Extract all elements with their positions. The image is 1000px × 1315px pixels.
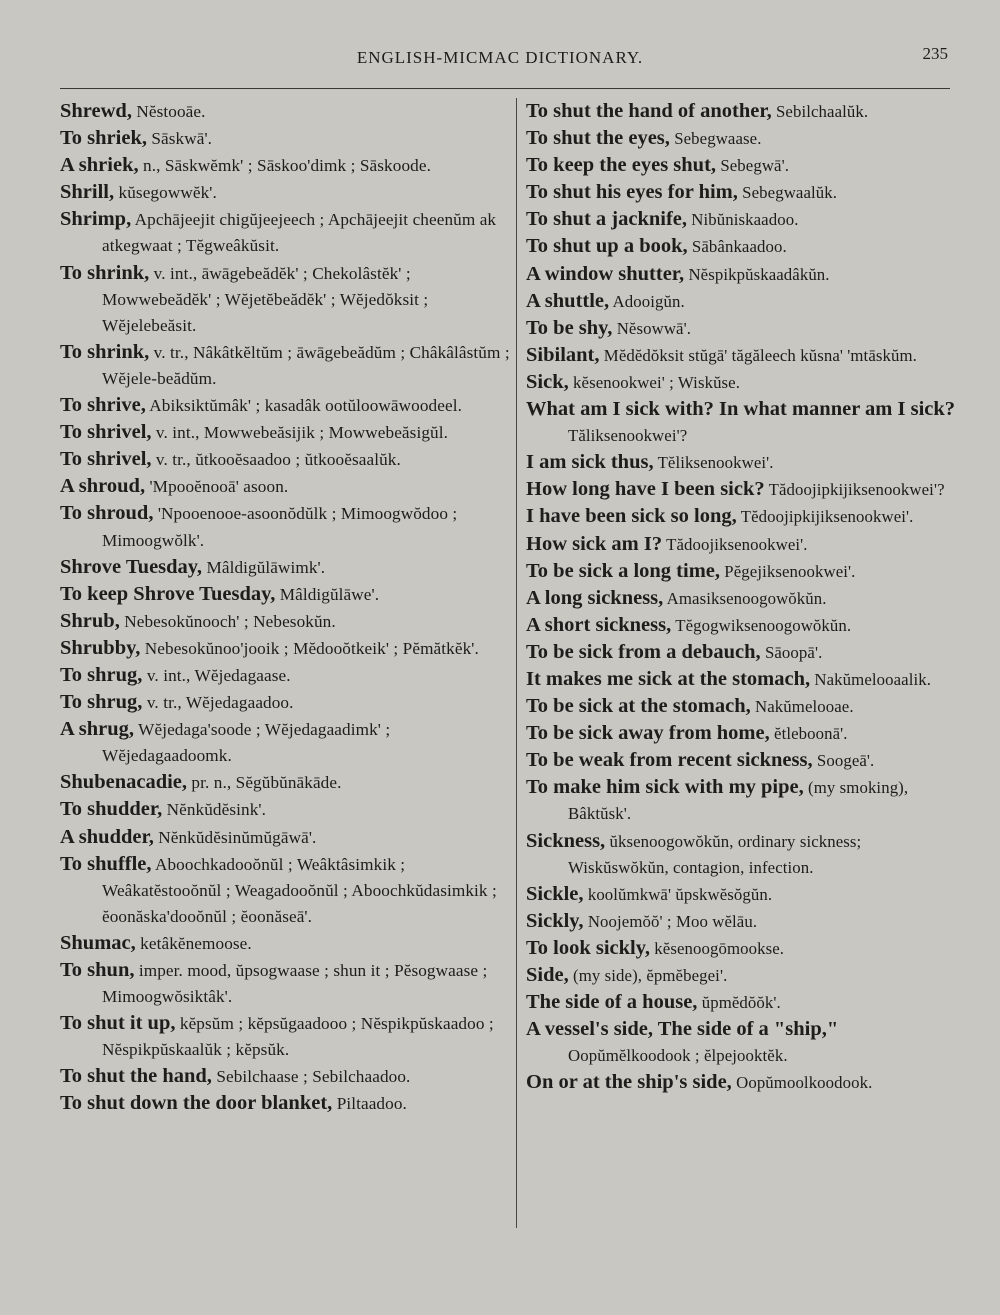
dictionary-entry: [526, 233, 956, 260]
dictionary-entry: [60, 152, 510, 179]
entry-definition: Oopŭmoolkoodook.: [731, 1073, 873, 1093]
dictionary-entry: [526, 125, 956, 152]
entry-definition: Sebilchaase ; Sebilchaadoo.: [211, 1067, 411, 1087]
dictionary-entry: [526, 639, 956, 666]
entry-headword: Shrewd,: [60, 100, 132, 122]
dictionary-entry: [526, 881, 956, 908]
entry-definition: Nebesokŭnoo'jooik ; Mĕdooŏtkeik' ; Pĕmătkĕk'.: [140, 638, 479, 658]
dictionary-entry: [526, 989, 956, 1016]
entry-definition: Nibŭniskaadoo.: [687, 210, 799, 230]
dictionary-entry: [526, 720, 956, 747]
entry-definition: Nĕsowwā'.: [612, 318, 692, 338]
dictionary-entry: [526, 503, 956, 530]
entry-headword: The side of a house,: [526, 991, 698, 1014]
dictionary-entry: [526, 612, 956, 639]
entry-definition: Sebegwaase.: [669, 129, 762, 149]
entry-headword: To shut the hand of another,: [526, 100, 772, 122]
entry-headword: A shuttle,: [526, 289, 610, 312]
entry-headword: How sick am I?: [526, 532, 663, 555]
entry-definition: Nĕnkŭdĕsinŭmŭgāwā'.: [153, 827, 317, 847]
dictionary-entry: [60, 769, 510, 796]
dictionary-entry: [526, 179, 956, 206]
entry-headword: To keep the eyes shut,: [526, 154, 717, 177]
entry-definition: ŭpmĕdŏŏk'.: [697, 993, 781, 1013]
entry-headword: To be sick from a debauch,: [526, 640, 761, 663]
dictionary-entry: [60, 581, 510, 608]
entry-definition: Tăliksenookwei'?: [568, 426, 688, 446]
dictionary-entry: [60, 419, 510, 446]
right-column: [526, 98, 956, 1096]
dictionary-entry: [526, 935, 956, 962]
entry-definition: Nebesokŭnooch' ; Nebesokŭn.: [119, 611, 336, 631]
dictionary-entry: [60, 179, 510, 206]
entry-definition: kŭsegowwĕk'.: [114, 183, 217, 203]
entry-definition: Abiksiktŭmâk' ; kasadâk ootŭloowāwoodeel.: [145, 396, 462, 416]
entry-definition: Sāskwā'.: [146, 129, 213, 149]
entry-definition: Adooigŭn.: [609, 291, 685, 311]
entry-definition: v. tr., Nâkâtkĕltŭm ; āwāgebeădŭm ; Châkâlâstŭm ; Wĕjele-beădŭm.: [102, 342, 510, 388]
entry-definition: Tĕdoojipkijiksenookwei'.: [736, 507, 914, 527]
dictionary-entry: [60, 446, 510, 473]
dictionary-entry: [60, 635, 510, 662]
entry-headword: To shrug,: [60, 691, 143, 714]
entry-definition: Aboochkadooŏnŭl ; Weâktâsimkik ; Weâkatĕstooŏnŭl ; Weagadooŏnŭl ; Aboochkŭdasimkik ; ĕoonăska'dooŏnŭl ; ĕoonăseā'.: [102, 854, 497, 926]
entry-headword: Sibilant,: [526, 343, 600, 366]
dictionary-entry: [526, 1016, 956, 1069]
entry-definition: ĕtleboonā'.: [769, 724, 848, 744]
dictionary-entry: [60, 930, 510, 957]
dictionary-entry: [526, 449, 956, 476]
dictionary-entry: [526, 342, 956, 369]
entry-headword: To be sick at the stomach,: [526, 695, 751, 718]
entry-definition: v. int., āwāgebeădĕk' ; Chekolâstĕk' ; Mowwebeădĕk' ; Wĕjetĕbeădĕk' ; Wĕjedŏksit ; Wĕjelebeăsit.: [102, 263, 429, 335]
dictionary-entry: [60, 796, 510, 823]
entry-headword: To keep Shrove Tuesday,: [60, 582, 276, 605]
entry-headword: To shut the hand,: [60, 1065, 212, 1088]
entry-headword: Shrubby,: [60, 636, 141, 659]
entry-headword: To shun,: [60, 959, 135, 981]
entry-headword: To shrivel,: [60, 448, 152, 471]
dictionary-entry: [526, 98, 956, 125]
page-number: 235: [922, 44, 948, 63]
dictionary-entry: [60, 473, 510, 500]
entry-headword: To be sick a long time,: [526, 559, 721, 582]
entry-definition: Nakŭmelooaalik.: [810, 669, 932, 689]
entry-definition: Tĕgogwiksenoogowŏkŭn.: [671, 615, 852, 635]
entry-definition: Sebegwaalŭk.: [737, 183, 838, 203]
entry-headword: A shroud,: [60, 475, 146, 498]
entry-headword: To shrink,: [60, 340, 150, 363]
entry-headword: To shut his eyes for him,: [526, 181, 738, 204]
dictionary-entry: [60, 500, 510, 553]
entry-headword: To shut up a book,: [526, 235, 688, 258]
dictionary-entry: [526, 288, 956, 315]
entry-definition: (my smoking), Bâktŭsk'.: [568, 778, 909, 824]
entry-headword: To shrivel,: [60, 421, 152, 444]
entry-headword: To look sickly,: [526, 936, 651, 959]
dictionary-entry: [60, 392, 510, 419]
entry-headword: I am sick thus,: [526, 451, 654, 474]
dictionary-entry: [526, 693, 956, 720]
entry-headword: Sickle,: [526, 882, 584, 905]
entry-headword: A vessel's side, The side of a "ship,": [526, 1018, 839, 1041]
entry-headword: I have been sick so long,: [526, 505, 737, 528]
entry-headword: A window shutter,: [526, 262, 685, 285]
entry-definition: koolŭmkwā' ŭpskwĕsŏgŭn.: [583, 884, 773, 904]
entry-definition: Tădoojiksenookwei'.: [662, 534, 808, 554]
dictionary-entry: [60, 260, 510, 339]
entry-headword: A shriek,: [60, 154, 139, 177]
entry-definition: 'Mpooĕnooā' asoon.: [145, 477, 289, 497]
entry-definition: Nĕnkŭdĕsink'.: [162, 800, 266, 820]
entry-definition: kĕpsŭm ; kĕpsŭgaadooo ; Nĕspikpŭskaadoo ; Nĕspikpŭskaalŭk ; kĕpsŭk.: [102, 1014, 494, 1060]
dictionary-entry: [60, 125, 510, 152]
entry-definition: kĕsenoogōmookse.: [650, 938, 785, 958]
dictionary-entry: [60, 206, 510, 259]
dictionary-entry: [60, 1010, 510, 1063]
entry-headword: Sickly,: [526, 909, 584, 932]
dictionary-entry: [60, 957, 510, 1010]
entry-definition: v. tr., ŭtkooĕsaadoo ; ŭtkooĕsaalŭk.: [151, 450, 401, 470]
entry-definition: Sebilchaalŭk.: [771, 102, 869, 121]
dictionary-entry: [526, 261, 956, 288]
entry-headword: To shriek,: [60, 127, 147, 150]
entry-headword: Sickness,: [526, 829, 606, 852]
dictionary-entry: [60, 1090, 510, 1117]
entry-definition: Mâldigŭlāwimk'.: [202, 557, 326, 577]
left-column: [60, 98, 510, 1118]
entry-definition: Pĕgejiksenookwei'.: [720, 561, 856, 581]
dictionary-entry: [526, 828, 956, 881]
entry-definition: Nakŭmelooae.: [750, 697, 854, 717]
dictionary-entry: [60, 554, 510, 581]
entry-headword: Side,: [526, 964, 569, 986]
running-head: ENGLISH-MICMAC DICTIONARY.: [356, 48, 644, 67]
entry-headword: To shrug,: [60, 663, 143, 686]
entry-headword: To shut it up,: [60, 1012, 176, 1035]
entry-headword: To shudder,: [60, 798, 163, 821]
entry-definition: Sāoopā'.: [760, 642, 823, 662]
entry-definition: Piltaadoo.: [332, 1094, 407, 1114]
entry-definition: Nĕstooāe.: [131, 102, 206, 121]
entry-headword: It makes me sick at the stomach,: [526, 667, 811, 690]
dictionary-entry: [60, 608, 510, 635]
entry-headword: To shuffle,: [60, 852, 152, 875]
entry-headword: How long have I been sick?: [526, 478, 765, 501]
entry-headword: To be sick away from home,: [526, 722, 770, 745]
entry-definition: Mâldigŭlāwe'.: [275, 584, 380, 604]
entry-definition: v. int., Wĕjedagaase.: [142, 665, 291, 685]
entry-definition: Apchājeejit chigŭjeejeech ; Apchājeejit cheenŭm ak atkegwaat ; Tĕgweâkŭsit.: [102, 210, 497, 256]
entry-definition: v. tr., Wĕjedagaadoo.: [142, 693, 294, 713]
dictionary-entry: [526, 1069, 956, 1096]
entry-headword: Shrove Tuesday,: [60, 555, 203, 578]
entry-definition: Soogeā'.: [812, 751, 875, 771]
entry-definition: Tĕliksenookwei'.: [653, 453, 774, 473]
dictionary-entry: [526, 747, 956, 774]
dictionary-entry: [60, 1063, 510, 1090]
dictionary-entry: [526, 396, 956, 449]
entry-definition: ŭksenoogowŏkŭn, ordinary sickness; Wiskŭswŏkŭn, contagion, infection.: [568, 831, 862, 877]
entry-definition: n., Sāskwĕmk' ; Sāskoo'dimk ; Sāskoode.: [138, 156, 431, 176]
entry-definition: Sābânkaadoo.: [687, 237, 787, 257]
dictionary-entry: [526, 531, 956, 558]
entry-headword: Sick,: [526, 370, 569, 393]
entry-headword: To shut down the door blanket,: [60, 1092, 333, 1115]
entry-headword: To be shy,: [526, 316, 613, 339]
entry-headword: Shrub,: [60, 609, 120, 632]
entry-headword: A shrug,: [60, 718, 135, 741]
entry-definition: ketâkĕnemoose.: [135, 933, 252, 953]
dictionary-entry: [60, 339, 510, 392]
dictionary-entry: [526, 315, 956, 342]
dictionary-entry: [526, 774, 956, 827]
dictionary-entry: [60, 98, 510, 125]
entry-definition: Wĕjedaga'soode ; Wĕjedagaadimk' ; Wĕjedagaadoomk.: [102, 720, 391, 766]
dictionary-entry: [526, 558, 956, 585]
entry-definition: 'Npooenooe-asoonŏdŭlk ; Mimoogwŏdoo ; Mimoogwŏlk'.: [102, 504, 458, 550]
dictionary-entry: [526, 585, 956, 612]
dictionary-entry: [526, 666, 956, 693]
entry-definition: (my side), ĕpmĕbegei'.: [568, 966, 728, 985]
entry-definition: Noojemŏŏ' ; Moo wĕlāu.: [583, 911, 758, 931]
dictionary-entry: [526, 908, 956, 935]
header-rule: [60, 88, 950, 89]
entry-headword: To shroud,: [60, 502, 154, 525]
entry-headword: What am I sick with? In what manner am I sick?: [526, 398, 956, 421]
entry-definition: Amasiksenoogowŏkŭn.: [663, 588, 827, 608]
dictionary-entry: [526, 962, 956, 989]
entry-definition: Nĕspikpŭskaadâkŭn.: [684, 264, 830, 284]
entry-definition: pr. n., Sĕgŭbŭnākāde.: [187, 773, 342, 793]
dictionary-entry: [60, 689, 510, 716]
entry-headword: On or at the ship's side,: [526, 1071, 732, 1094]
entry-definition: imper. mood, ŭpsogwaase ; shun it ; Pĕsogwaase ; Mimoogwŏsiktâk'.: [102, 961, 488, 1007]
entry-headword: To make him sick with my pipe,: [526, 776, 804, 799]
entry-headword: To shrink,: [60, 261, 150, 284]
column-divider: [516, 98, 517, 1228]
entry-headword: To shrive,: [60, 394, 146, 417]
entry-headword: A shudder,: [60, 825, 154, 848]
entry-headword: Shumac,: [60, 931, 136, 954]
entry-definition: Oopŭmĕlkoodook ; ĕlpejooktĕk.: [568, 1046, 788, 1066]
dictionary-entry: [60, 716, 510, 769]
entry-headword: To shut the eyes,: [526, 127, 670, 150]
entry-headword: Shrimp,: [60, 208, 132, 231]
entry-definition: Tădoojipkijiksenookwei'?: [764, 480, 945, 500]
entry-definition: v. int., Mowwebeăsijik ; Mowwebeăsigŭl.: [151, 423, 448, 443]
entry-headword: To be weak from recent sickness,: [526, 749, 813, 772]
entry-headword: A short sickness,: [526, 613, 672, 636]
entry-definition: Sebegwā'.: [716, 156, 790, 176]
dictionary-entry: [526, 369, 956, 396]
dictionary-entry: [526, 476, 956, 503]
entry-headword: Shubenacadie,: [60, 771, 188, 794]
entry-definition: kĕsenookwei' ; Wiskŭse.: [568, 372, 741, 392]
dictionary-entry: [60, 851, 510, 930]
dictionary-entry: [60, 824, 510, 851]
entry-headword: Shrill,: [60, 181, 115, 204]
entry-definition: Mĕdĕdŏksit stŭgā' tăgăleech kŭsna' 'mtāskŭm.: [599, 345, 917, 365]
entry-headword: To shut a jacknife,: [526, 208, 687, 231]
entry-headword: A long sickness,: [526, 586, 664, 609]
dictionary-entry: [526, 206, 956, 233]
dictionary-entry: [526, 152, 956, 179]
dictionary-entry: [60, 662, 510, 689]
